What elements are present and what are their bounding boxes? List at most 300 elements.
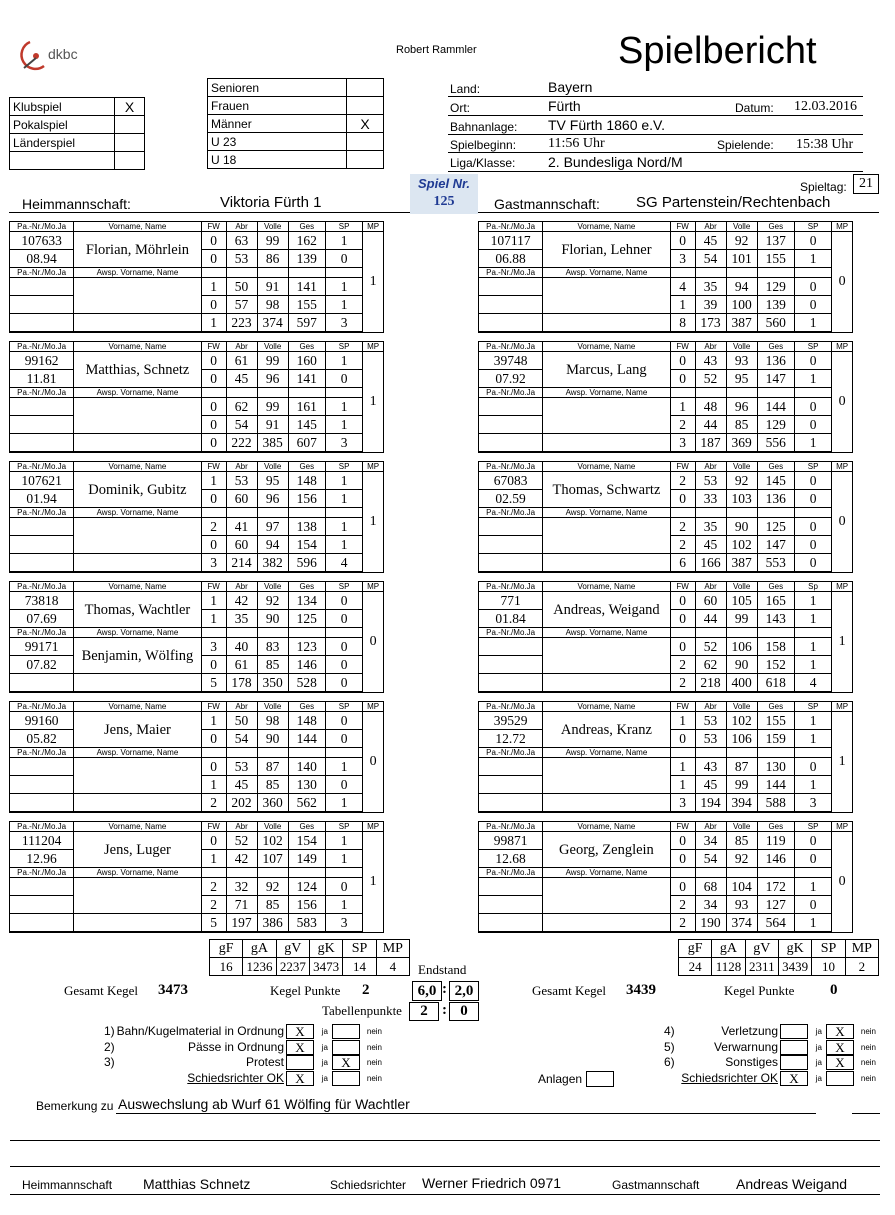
total-value: 2237 <box>276 958 309 976</box>
score-cell: 3 <box>670 250 695 268</box>
land-label: Land: <box>450 82 481 96</box>
player-birth: 07.69 <box>10 610 74 628</box>
score-cell: 0 <box>794 832 831 850</box>
score-cell: 140 <box>288 758 325 776</box>
check-ja-box[interactable]: X <box>780 1071 808 1086</box>
score-cell: 1 <box>325 850 362 868</box>
sub-birth <box>10 536 74 554</box>
empty-cell <box>543 914 670 933</box>
empty-cell <box>226 628 257 638</box>
empty-cell <box>543 554 670 573</box>
player-block <box>9 341 384 461</box>
sum-cell: 394 <box>726 794 757 813</box>
check-nein-box[interactable] <box>826 1071 854 1086</box>
sub-name: Benjamin, Wölfing <box>74 638 201 674</box>
score-cell: 35 <box>695 278 726 296</box>
score-cell: 106 <box>726 638 757 656</box>
category-table <box>207 78 384 169</box>
score-cell: 1 <box>794 656 831 674</box>
sum-cell: 556 <box>757 434 794 453</box>
score-cell: 0 <box>670 370 695 388</box>
check-row <box>660 1055 880 1070</box>
player-name: Florian, Möhrlein <box>74 232 201 268</box>
sum-cell: 618 <box>757 674 794 693</box>
score-cell: 136 <box>757 352 794 370</box>
sum-cell: 5 <box>201 914 226 933</box>
score-cell: 152 <box>757 656 794 674</box>
nein-label: nein <box>860 1027 876 1036</box>
sum-cell: 387 <box>726 314 757 333</box>
sub-name-header: Awsp. Vorname, Name <box>543 508 670 518</box>
score-cell: 148 <box>288 472 325 490</box>
sub-pass <box>479 758 543 776</box>
category-mark <box>347 133 384 151</box>
score-cell: 172 <box>757 878 794 896</box>
sub-name <box>74 278 201 314</box>
ges-header: Ges <box>757 462 794 472</box>
sub-pass <box>10 398 74 416</box>
sum-cell: 0 <box>794 554 831 573</box>
check-ja-box[interactable] <box>780 1055 808 1070</box>
sum-cell: 218 <box>695 674 726 693</box>
check-nein-box[interactable] <box>332 1040 360 1055</box>
player-birth: 08.94 <box>10 250 74 268</box>
ges-header: Ges <box>288 582 325 592</box>
volle-header: Volle <box>257 702 288 712</box>
sub-birth <box>479 416 543 434</box>
score-cell: 44 <box>695 416 726 434</box>
abr-header: Abr <box>695 222 726 232</box>
player-birth: 01.84 <box>479 610 543 628</box>
score-cell: 0 <box>201 656 226 674</box>
tab-guest: 0 <box>449 1002 479 1021</box>
check-ja-box[interactable] <box>286 1055 314 1070</box>
score-cell: 129 <box>757 278 794 296</box>
volle-header: Volle <box>726 582 757 592</box>
score-cell: 45 <box>226 776 257 794</box>
player-name: Florian, Lehner <box>543 232 670 268</box>
mp-header: MP <box>363 582 384 592</box>
score-cell: 1 <box>325 416 362 434</box>
name-header: Vorname, Name <box>543 462 670 472</box>
score-cell: 92 <box>726 850 757 868</box>
pass-header: Pa.-Nr./Mo.Ja <box>10 462 74 472</box>
empty-cell <box>695 268 726 278</box>
fw-header: FW <box>670 462 695 472</box>
empty-cell <box>325 748 362 758</box>
check-row <box>100 1040 440 1055</box>
score-cell: 45 <box>695 776 726 794</box>
empty-cell <box>670 868 695 878</box>
score-cell: 43 <box>695 758 726 776</box>
empty-cell <box>726 748 757 758</box>
score-cell: 33 <box>695 490 726 508</box>
score-cell: 0 <box>201 370 226 388</box>
sp-header: Sp <box>794 582 831 592</box>
guest-kp-label: Kegel Punkte <box>724 983 795 998</box>
mp-header: MP <box>363 702 384 712</box>
score-cell: 102 <box>257 832 288 850</box>
score-cell: 0 <box>325 610 362 628</box>
score-cell: 54 <box>695 250 726 268</box>
score-cell: 0 <box>201 352 226 370</box>
sig-home: Matthias Schnetz <box>143 1176 251 1192</box>
score-cell: 1 <box>201 610 226 628</box>
player-birth: 06.88 <box>479 250 543 268</box>
score-cell: 99 <box>257 398 288 416</box>
score-cell: 0 <box>201 758 226 776</box>
player-mp: 1 <box>363 832 384 933</box>
empty-cell <box>757 748 794 758</box>
score-cell: 0 <box>794 850 831 868</box>
check-label: Bahn/Kugelmaterial in Ordnung <box>116 1024 284 1038</box>
sum-cell: 5 <box>201 674 226 693</box>
spieltag-value: 21 <box>853 174 879 194</box>
check-label: Schiedsrichter OK <box>681 1070 778 1085</box>
sp-header: SP <box>325 582 362 592</box>
check-row <box>660 1071 880 1086</box>
mp-header: MP <box>363 822 384 832</box>
score-cell: 71 <box>226 896 257 914</box>
sum-cell: 400 <box>726 674 757 693</box>
score-cell: 90 <box>726 518 757 536</box>
score-cell: 90 <box>257 730 288 748</box>
sum-cell: 202 <box>226 794 257 813</box>
sub-name <box>74 518 201 554</box>
player-name: Marcus, Lang <box>543 352 670 388</box>
sub-pass-header: Pa.-Nr./Mo.Ja <box>10 388 74 398</box>
empty-cell <box>794 388 831 398</box>
ort-label: Ort: <box>450 101 470 115</box>
empty-cell <box>479 554 543 573</box>
beginn-value: 11:56 Uhr <box>548 136 605 151</box>
score-cell: 60 <box>226 490 257 508</box>
score-cell: 0 <box>670 490 695 508</box>
sub-pass: 99171 <box>10 638 74 656</box>
sum-cell: 190 <box>695 914 726 933</box>
empty-cell <box>10 314 74 333</box>
sp-header: SP <box>325 822 362 832</box>
sum-cell: 360 <box>257 794 288 813</box>
score-cell: 96 <box>726 398 757 416</box>
sum-cell: 3 <box>201 554 226 573</box>
score-cell: 102 <box>726 712 757 730</box>
score-cell: 123 <box>288 638 325 656</box>
empty-cell <box>226 868 257 878</box>
check-number: 3) <box>104 1055 115 1069</box>
sub-birth <box>10 776 74 794</box>
player-pass: 771 <box>479 592 543 610</box>
ges-header: Ges <box>288 342 325 352</box>
player-block <box>478 341 853 461</box>
total-value: 1236 <box>243 958 276 976</box>
score-cell: 1 <box>325 758 362 776</box>
sub-pass <box>479 638 543 656</box>
fw-header: FW <box>670 342 695 352</box>
empty-cell <box>794 748 831 758</box>
score-cell: 130 <box>757 758 794 776</box>
score-cell: 96 <box>257 370 288 388</box>
score-cell: 53 <box>695 472 726 490</box>
score-cell: 57 <box>226 296 257 314</box>
name-header: Vorname, Name <box>543 702 670 712</box>
score-cell: 0 <box>201 832 226 850</box>
empty-cell <box>201 388 226 398</box>
player-name: Andreas, Weigand <box>543 592 670 628</box>
player-block <box>9 461 384 581</box>
player-block <box>9 581 384 701</box>
score-cell: 0 <box>670 850 695 868</box>
empty-cell <box>479 914 543 933</box>
score-cell: 105 <box>726 592 757 610</box>
empty-cell <box>201 868 226 878</box>
check-row <box>660 1024 880 1039</box>
check-ja-box[interactable] <box>780 1040 808 1055</box>
score-cell: 1 <box>201 776 226 794</box>
sum-cell: 2 <box>670 914 695 933</box>
spielnr-value: 125 <box>433 194 455 209</box>
check-nein-box[interactable]: X <box>826 1055 854 1070</box>
sum-cell: 197 <box>226 914 257 933</box>
pass-header: Pa.-Nr./Mo.Ja <box>10 222 74 232</box>
score-cell: 1 <box>325 398 362 416</box>
sum-cell: 2 <box>201 794 226 813</box>
total-value: 2 <box>845 958 878 976</box>
player-pass: 107621 <box>10 472 74 490</box>
empty-cell <box>201 268 226 278</box>
sub-name <box>543 398 670 434</box>
check-ja-box[interactable] <box>780 1024 808 1039</box>
sub-name-header: Awsp. Vorname, Name <box>74 268 201 278</box>
score-cell: 0 <box>325 730 362 748</box>
score-cell: 139 <box>288 250 325 268</box>
score-cell: 60 <box>695 592 726 610</box>
score-cell: 130 <box>288 776 325 794</box>
abr-header: Abr <box>226 222 257 232</box>
empty-cell <box>479 794 543 813</box>
sum-cell: 1 <box>794 314 831 333</box>
land-value: Bayern <box>548 79 593 95</box>
player-mp: 1 <box>832 712 853 813</box>
sum-cell: 8 <box>670 314 695 333</box>
fw-header: FW <box>201 582 226 592</box>
player-birth: 12.68 <box>479 850 543 868</box>
nein-label: nein <box>366 1073 382 1083</box>
anlagen-box[interactable] <box>586 1071 614 1087</box>
empty-cell <box>757 268 794 278</box>
score-cell: 134 <box>288 592 325 610</box>
fw-header: FW <box>201 222 226 232</box>
name-header: Vorname, Name <box>74 582 201 592</box>
score-cell: 102 <box>726 536 757 554</box>
empty-cell <box>226 748 257 758</box>
score-cell: 94 <box>257 536 288 554</box>
sub-name-header: Awsp. Vorname, Name <box>74 508 201 518</box>
score-cell: 0 <box>794 536 831 554</box>
sub-name-header: Awsp. Vorname, Name <box>74 748 201 758</box>
sum-cell: 386 <box>257 914 288 933</box>
player-birth: 07.92 <box>479 370 543 388</box>
sum-cell: 3 <box>670 434 695 453</box>
sub-pass <box>10 518 74 536</box>
score-cell: 54 <box>695 850 726 868</box>
check-nein-box[interactable]: X <box>826 1040 854 1055</box>
remark-text: Auswechslung ab Wurf 61 Wölfing für Wachtler <box>118 1096 410 1112</box>
empty-cell <box>794 268 831 278</box>
score-cell: 159 <box>757 730 794 748</box>
datum-label: Datum: <box>735 101 774 115</box>
game-type-mark <box>115 116 145 134</box>
player-birth: 12.96 <box>10 850 74 868</box>
sig-ref-label: Schiedsrichter <box>330 1178 407 1192</box>
player-block <box>478 461 853 581</box>
score-cell: 97 <box>257 518 288 536</box>
mp-header: MP <box>832 342 853 352</box>
home-team: Viktoria Fürth 1 <box>220 194 322 211</box>
fw-header: FW <box>670 822 695 832</box>
check-ja-box[interactable]: X <box>286 1024 314 1039</box>
score-cell: 54 <box>226 730 257 748</box>
score-cell: 0 <box>670 610 695 628</box>
score-cell: 1 <box>670 398 695 416</box>
player-mp: 1 <box>832 592 853 693</box>
ja-label: ja <box>815 1042 822 1052</box>
check-nein-box[interactable] <box>332 1024 360 1039</box>
score-cell: 1 <box>325 296 362 314</box>
score-cell: 93 <box>726 896 757 914</box>
score-cell: 1 <box>794 776 831 794</box>
empty-cell <box>201 508 226 518</box>
check-number: 5) <box>664 1039 675 1054</box>
score-cell: 155 <box>757 250 794 268</box>
score-cell: 85 <box>257 776 288 794</box>
total-header: gV <box>276 940 309 958</box>
score-cell: 0 <box>325 776 362 794</box>
score-cell: 0 <box>794 232 831 250</box>
sub-name-header: Awsp. Vorname, Name <box>543 268 670 278</box>
score-cell: 106 <box>726 730 757 748</box>
score-cell: 2 <box>670 518 695 536</box>
player-block <box>9 701 384 821</box>
empty-cell <box>257 508 288 518</box>
score-cell: 92 <box>726 232 757 250</box>
game-type-label: Länderspiel <box>10 134 115 152</box>
score-cell: 99 <box>257 352 288 370</box>
score-cell: 52 <box>695 638 726 656</box>
score-cell: 146 <box>757 850 794 868</box>
empty-cell <box>757 868 794 878</box>
empty-cell <box>726 508 757 518</box>
score-cell: 143 <box>757 610 794 628</box>
score-cell: 0 <box>201 536 226 554</box>
score-cell: 145 <box>757 472 794 490</box>
beginn-label: Spielbeginn: <box>450 138 517 152</box>
score-cell: 45 <box>695 232 726 250</box>
check-nein-box[interactable]: X <box>332 1055 360 1070</box>
spieltag-label: Spieltag: <box>800 180 847 194</box>
player-pass: 107633 <box>10 232 74 250</box>
check-nein-box[interactable]: X <box>826 1024 854 1039</box>
empty-cell <box>757 388 794 398</box>
score-cell: 0 <box>794 518 831 536</box>
score-cell: 0 <box>670 730 695 748</box>
player-birth: 11.81 <box>10 370 74 388</box>
empty-cell <box>726 268 757 278</box>
category-mark: X <box>347 115 384 133</box>
score-cell: 45 <box>226 370 257 388</box>
player-block <box>9 221 384 341</box>
sig-guest: Andreas Weigand <box>736 1176 848 1192</box>
score-cell: 90 <box>257 610 288 628</box>
player-pass: 99160 <box>10 712 74 730</box>
category-label: Senioren <box>208 79 347 97</box>
empty-cell <box>726 868 757 878</box>
ja-label: ja <box>321 1042 328 1052</box>
empty-cell <box>670 388 695 398</box>
player-name: Jens, Maier <box>74 712 201 748</box>
sub-name-header: Awsp. Vorname, Name <box>543 748 670 758</box>
sum-cell: 178 <box>226 674 257 693</box>
score-cell: 0 <box>670 832 695 850</box>
score-cell: 1 <box>201 472 226 490</box>
ja-label: ja <box>815 1073 822 1083</box>
sub-name <box>543 758 670 794</box>
player-name: Georg, Zenglein <box>543 832 670 868</box>
game-type-label: Pokalspiel <box>10 116 115 134</box>
category-mark <box>347 97 384 115</box>
abr-header: Abr <box>695 462 726 472</box>
sum-cell: 173 <box>695 314 726 333</box>
check-label: Pässe in Ordnung <box>187 1039 284 1054</box>
sub-pass <box>479 518 543 536</box>
check-nein-box[interactable] <box>332 1071 360 1086</box>
sub-name <box>543 638 670 674</box>
empty-cell <box>695 508 726 518</box>
score-cell: 160 <box>288 352 325 370</box>
score-cell: 1 <box>794 878 831 896</box>
score-cell: 1 <box>794 592 831 610</box>
volle-header: Volle <box>726 702 757 712</box>
check-ja-box[interactable]: X <box>286 1040 314 1055</box>
score-cell: 0 <box>670 592 695 610</box>
volle-header: Volle <box>726 462 757 472</box>
guest-kp-value: 0 <box>830 982 838 998</box>
score-cell: 54 <box>226 416 257 434</box>
category-mark <box>347 151 384 169</box>
liga-label: Liga/Klasse: <box>450 156 516 170</box>
score-cell: 52 <box>226 832 257 850</box>
score-cell: 85 <box>257 896 288 914</box>
sum-cell: 0 <box>201 434 226 453</box>
mp-header: MP <box>363 222 384 232</box>
logo-text: dkbc <box>48 46 78 62</box>
check-ja-box[interactable]: X <box>286 1071 314 1086</box>
empty-cell <box>74 554 201 573</box>
player-pass: 39748 <box>479 352 543 370</box>
player-name: Andreas, Kranz <box>543 712 670 748</box>
ges-header: Ges <box>288 822 325 832</box>
score-cell: 136 <box>757 490 794 508</box>
mp-header: MP <box>832 822 853 832</box>
total-header: MP <box>376 940 409 958</box>
score-cell: 144 <box>288 730 325 748</box>
empty-cell <box>74 314 201 333</box>
sum-cell: 597 <box>288 314 325 333</box>
sub-birth <box>479 296 543 314</box>
score-cell: 141 <box>288 370 325 388</box>
guest-team: SG Partenstein/Rechtenbach <box>636 194 831 211</box>
sub-pass <box>10 278 74 296</box>
